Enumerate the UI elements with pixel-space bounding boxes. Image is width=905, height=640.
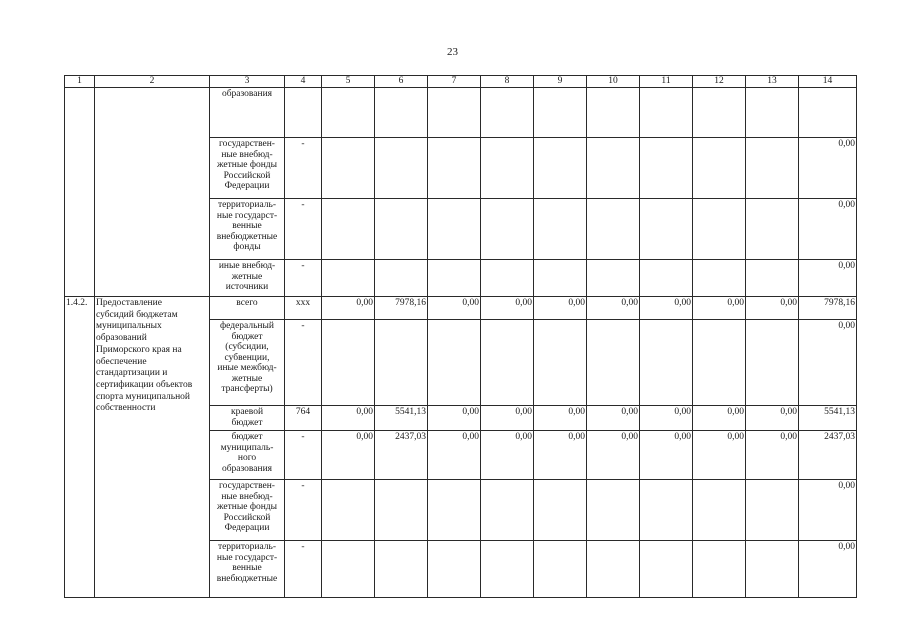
- budget-table: [64, 75, 857, 598]
- column-header: 1: [65, 76, 95, 88]
- value-cell: [746, 320, 799, 406]
- source-cell: всего: [210, 297, 285, 320]
- value-cell: [428, 541, 481, 598]
- column-header: 4: [285, 76, 322, 88]
- value-cell: 5541,13: [799, 406, 857, 431]
- column-header: 13: [746, 76, 799, 88]
- value-cell: 0,00: [799, 199, 857, 260]
- value-cell: [587, 480, 640, 541]
- value-cell: 0,00: [428, 431, 481, 480]
- value-cell: [481, 320, 534, 406]
- value-cell: [587, 88, 640, 138]
- value-cell: 0,00: [799, 138, 857, 199]
- column-header: 8: [481, 76, 534, 88]
- value-cell: 0,00: [322, 431, 375, 480]
- source-cell: образования: [210, 88, 285, 138]
- value-cell: [693, 320, 746, 406]
- value-cell: 0,00: [587, 406, 640, 431]
- value-cell: [693, 260, 746, 297]
- column-header: 2: [95, 76, 210, 88]
- name-cell: [95, 88, 210, 297]
- value-cell: [375, 199, 428, 260]
- source-cell: территориаль- ные государст- венные внебюджетные фонды: [210, 199, 285, 260]
- value-cell: [746, 260, 799, 297]
- value-cell: [640, 320, 693, 406]
- value-cell: [375, 88, 428, 138]
- value-cell: 0,00: [799, 541, 857, 598]
- column-header: 11: [640, 76, 693, 88]
- header-row: [65, 76, 857, 88]
- value-cell: [428, 480, 481, 541]
- column-header: 14: [799, 76, 857, 88]
- value-cell: 0,00: [534, 431, 587, 480]
- value-cell: [640, 260, 693, 297]
- value-cell: [587, 199, 640, 260]
- kbk-cell: -: [285, 541, 322, 598]
- value-cell: [693, 138, 746, 199]
- value-cell: 0,00: [428, 297, 481, 320]
- value-cell: [481, 260, 534, 297]
- value-cell: [693, 199, 746, 260]
- section-code: 1.4.2.: [65, 297, 95, 598]
- value-cell: [428, 320, 481, 406]
- value-cell: [481, 541, 534, 598]
- value-cell: 0,00: [799, 260, 857, 297]
- value-cell: [481, 88, 534, 138]
- column-header: 10: [587, 76, 640, 88]
- value-cell: [640, 541, 693, 598]
- value-cell: 0,00: [587, 297, 640, 320]
- value-cell: 5541,13: [375, 406, 428, 431]
- value-cell: [746, 88, 799, 138]
- source-cell: государствен- ные внебюд- жетные фонды Российской Федерации: [210, 480, 285, 541]
- value-cell: [799, 88, 857, 138]
- value-cell: [322, 88, 375, 138]
- column-header: 5: [322, 76, 375, 88]
- value-cell: 0,00: [693, 297, 746, 320]
- value-cell: 0,00: [746, 297, 799, 320]
- kbk-cell: -: [285, 199, 322, 260]
- value-cell: [322, 260, 375, 297]
- kbk-cell: -: [285, 480, 322, 541]
- kbk-cell: -: [285, 431, 322, 480]
- value-cell: [534, 541, 587, 598]
- value-cell: [322, 320, 375, 406]
- value-cell: [640, 88, 693, 138]
- source-cell: иные внебюд- жетные источники: [210, 260, 285, 297]
- value-cell: [693, 541, 746, 598]
- column-header: 12: [693, 76, 746, 88]
- table-row: [65, 297, 857, 320]
- value-cell: [640, 199, 693, 260]
- value-cell: [481, 138, 534, 199]
- value-cell: 0,00: [799, 320, 857, 406]
- page-number: 23: [447, 46, 458, 58]
- kbk-cell: ххх: [285, 297, 322, 320]
- value-cell: 0,00: [746, 406, 799, 431]
- value-cell: [693, 480, 746, 541]
- value-cell: [322, 541, 375, 598]
- table-row: [65, 88, 857, 138]
- value-cell: 2437,03: [799, 431, 857, 480]
- kbk-cell: -: [285, 260, 322, 297]
- value-cell: 0,00: [640, 431, 693, 480]
- value-cell: [375, 480, 428, 541]
- value-cell: [428, 88, 481, 138]
- value-cell: [534, 320, 587, 406]
- value-cell: 0,00: [799, 480, 857, 541]
- value-cell: 0,00: [693, 431, 746, 480]
- value-cell: [534, 260, 587, 297]
- value-cell: [587, 320, 640, 406]
- value-cell: 0,00: [640, 297, 693, 320]
- value-cell: [693, 88, 746, 138]
- value-cell: [587, 260, 640, 297]
- value-cell: [587, 541, 640, 598]
- kbk-cell: 764: [285, 406, 322, 431]
- value-cell: [746, 541, 799, 598]
- source-cell: федеральный бюджет (субсидии, субвенции, иные межбюд- жетные трансферты): [210, 320, 285, 406]
- value-cell: [534, 88, 587, 138]
- value-cell: [481, 480, 534, 541]
- value-cell: [322, 199, 375, 260]
- value-cell: [481, 199, 534, 260]
- kbk-cell: -: [285, 320, 322, 406]
- source-cell: краевой бюджет: [210, 406, 285, 431]
- value-cell: [746, 199, 799, 260]
- value-cell: [322, 138, 375, 199]
- section-name: Предоставление субсидий бюджетам муниципальных образований Приморского края на обеспечение стандартизации и сертификации объектов спорта муниципальной собственности: [95, 297, 210, 598]
- value-cell: [640, 480, 693, 541]
- value-cell: 0,00: [534, 297, 587, 320]
- value-cell: 7978,16: [375, 297, 428, 320]
- value-cell: 0,00: [693, 406, 746, 431]
- value-cell: [534, 480, 587, 541]
- value-cell: [534, 199, 587, 260]
- value-cell: 7978,16: [799, 297, 857, 320]
- kbk-cell: [285, 88, 322, 138]
- value-cell: [375, 541, 428, 598]
- value-cell: 0,00: [587, 431, 640, 480]
- value-cell: 0,00: [428, 406, 481, 431]
- value-cell: [375, 260, 428, 297]
- value-cell: 0,00: [640, 406, 693, 431]
- value-cell: 0,00: [322, 297, 375, 320]
- value-cell: [640, 138, 693, 199]
- value-cell: [428, 260, 481, 297]
- value-cell: 2437,03: [375, 431, 428, 480]
- value-cell: [428, 199, 481, 260]
- code-cell: [65, 88, 95, 297]
- kbk-cell: -: [285, 138, 322, 199]
- column-header: 7: [428, 76, 481, 88]
- value-cell: [534, 138, 587, 199]
- source-cell: бюджет муниципаль- ного образования: [210, 431, 285, 480]
- source-cell: территориаль- ные государст- венные внебюджетные: [210, 541, 285, 598]
- value-cell: 0,00: [746, 431, 799, 480]
- value-cell: 0,00: [534, 406, 587, 431]
- value-cell: 0,00: [481, 431, 534, 480]
- value-cell: [587, 138, 640, 199]
- column-header: 3: [210, 76, 285, 88]
- value-cell: [375, 320, 428, 406]
- value-cell: [428, 138, 481, 199]
- source-cell: государствен- ные внебюд- жетные фонды Российской Федерации: [210, 138, 285, 199]
- value-cell: 0,00: [481, 297, 534, 320]
- value-cell: [746, 480, 799, 541]
- value-cell: [375, 138, 428, 199]
- value-cell: [322, 480, 375, 541]
- column-header: 6: [375, 76, 428, 88]
- value-cell: 0,00: [481, 406, 534, 431]
- value-cell: 0,00: [322, 406, 375, 431]
- column-header: 9: [534, 76, 587, 88]
- value-cell: [746, 138, 799, 199]
